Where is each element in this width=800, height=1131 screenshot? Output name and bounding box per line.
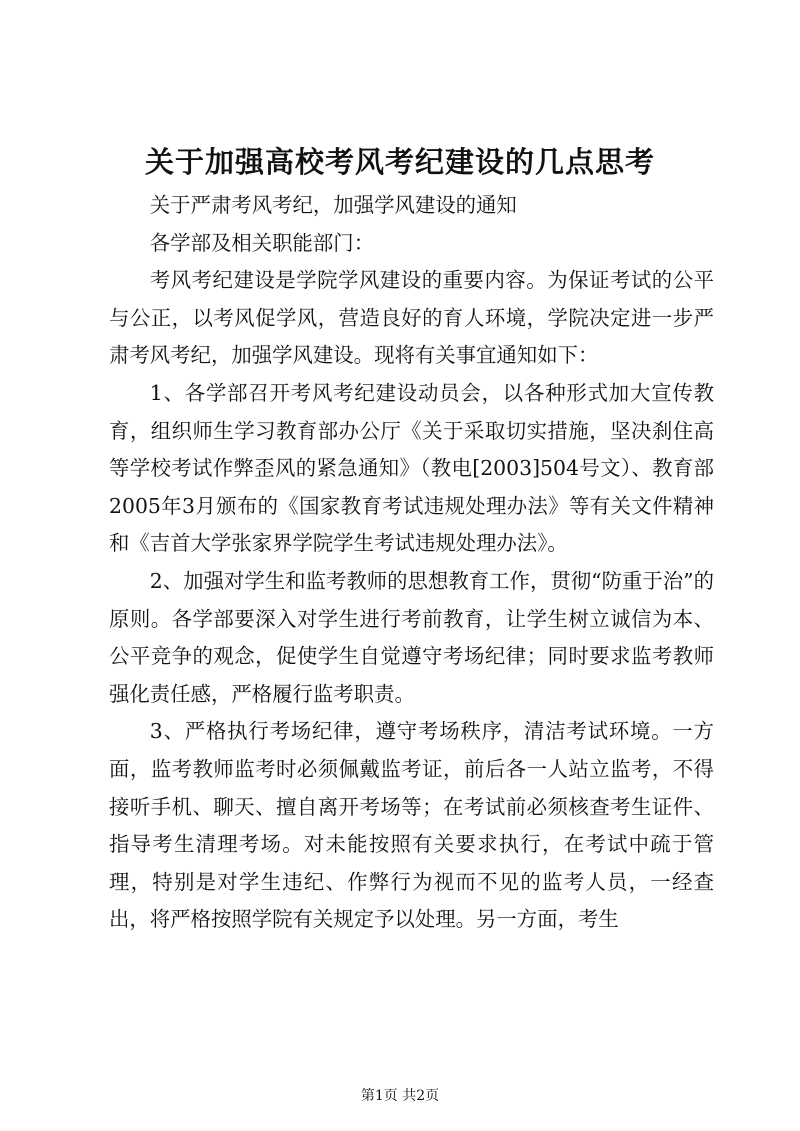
item-2-paragraph: 2、加强对学生和监考教师的思想教育工作，贯彻“防重于治”的原则。各学部要深入对学生进行考前教育，让学生树立诚信为本、公平竞争的观念，促使学生自觉遵守考场纪律；同时要求监考教师强化责任感，严格履行监考职责。 [109, 568, 714, 706]
item-3-paragraph: 3、严格执行考场纪律，遵守考场秩序，清洁考试环境。一方面，监考教师监考时必须佩戴监考证，前后各一人站立监考，不得接听手机、聊天、擅自离开考场等；在考试前必须核查考生证件、指导考生清理考场。对未能按照有关要求执行，在考试中疏于管理，特别是对学生违纪、作弊行为视而不见的监考人员，一经查出，将严格按照学院有关规定予以处理。另一方面，考生 [109, 719, 714, 932]
notice-heading: 关于严肃考风考纪，加强学风建设的通知 [149, 193, 517, 217]
document-body [109, 187, 714, 939]
item-1-paragraph: 1、各学部召开考风考纪建设动员会，以各种形式加大宣传教育，组织师生学习教育部办公厅《关于采取切实措施，坚决刹住高等学校考试作弊歪风的紧急通知》（教电[2003]504号文）、教育部2005年3月颁布的《国家教育考试违规处理办法》等有关文件精神和《吉首大学张家界学院学生考试违规处理办法》。 [109, 380, 714, 556]
document-title: 关于加强高校考风考纪建设的几点思考 [144, 145, 655, 179]
page-number-footer: 第1页 共2页 [360, 1088, 440, 1104]
intro-paragraph: 考风考纪建设是学院学风建设的重要内容。为保证考试的公平与公正，以考风促学风，营造良好的育人环境，学院决定进一步严肃考风考纪，加强学风建设。现将有关事宜通知如下： [109, 268, 714, 368]
salutation: 各学部及相关职能部门： [149, 230, 375, 255]
